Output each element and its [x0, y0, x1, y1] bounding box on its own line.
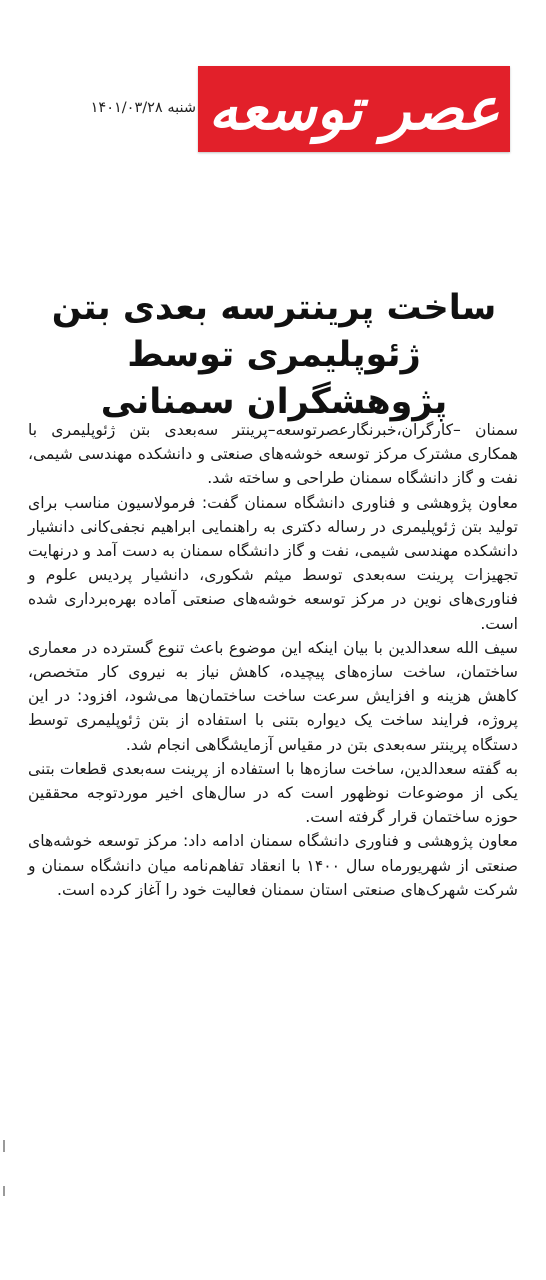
page-edge-mark	[3, 1140, 5, 1152]
article-paragraph: به گفته سعدالدین، ساخت سازه‌ها با استفاده از پرینت سه‌بعدی قطعات بتنی یکی از موضوعات نوظهور است که در سال‌های اخیر موردتوجه محققین حوزه ساختمان قرار گرفته است.	[28, 759, 518, 827]
page-edge-mark	[3, 1186, 5, 1196]
article-paragraph: معاون پژوهشی و فناوری دانشگاه سمنان ادامه داد: مرکز توسعه خوشه‌های صنعتی از شهریورماه سال ۱۴۰۰ با انعقاد تفاهم‌نامه میان دانشگاه سمنان و شرکت شهرک‌های صنعتی استان سمنان فعالیت خود را آغاز کرده است.	[28, 832, 518, 899]
article-body	[28, 418, 518, 902]
logo-wordmark: عصر توسعه	[208, 75, 500, 143]
article-headline: ساخت پرینترسه بعدی بتن ژئوپلیمری توسط پژوهشگران سمنانی	[51, 288, 497, 423]
issue-date: ۱۴۰۱/۰۳/۲۸	[90, 100, 163, 116]
masthead	[0, 0, 546, 200]
day-label: شنبه	[167, 100, 196, 116]
article-paragraph: سیف الله سعدالدین با بیان اینکه این موضوع باعث تنوع گسترده در معماری ساختمان، ساخت سازه‌های پیچیده، کاهش نیاز به نیروی کار متخصص، کاهش هزینه و افزایش سرعت ساخت ساختمان‌ها می‌شود، افزود: در این پروژه، فرایند ساخت یک دیواره بتنی با استفاده از بتن ژئوپلیمری توسط دستگاه پرینتر سه‌بعدی بتن در مقیاس آزمایشگاهی انجام شد.	[28, 638, 518, 754]
dateline	[40, 96, 196, 120]
newspaper-logo	[198, 66, 510, 152]
article-paragraph: معاون پژوهشی و فناوری دانشگاه سمنان گفت: فرمولاسیون مناسب برای تولید بتن ژئوپلیمری در رساله دکتری به راهنمایی ابراهیم نجفی‌کانی دانشیار دانشکده مهندسی شیمی، نفت و گاز دانشگاه سمنان به دست آمد و درنهایت تجهیزات پرینت سه‌بعدی توسط میثم شکوری، دانشیار پردیس علوم و فناوری‌های نوین در مرکز توسعه خوشه‌های صنعتی آماده بهره‌برداری شده است.	[28, 493, 518, 633]
article-paragraph: سمنان –کارگران،خبرنگارعصرتوسعه–پرینتر سه‌بعدی بتن ژئوپلیمری با همکاری مشترک مرکز توسعه خوشه‌های صنعتی و دانشکده مهندسی شیمی، نفت و گاز دانشگاه سمنان طراحی و ساخته شد.	[28, 421, 518, 488]
